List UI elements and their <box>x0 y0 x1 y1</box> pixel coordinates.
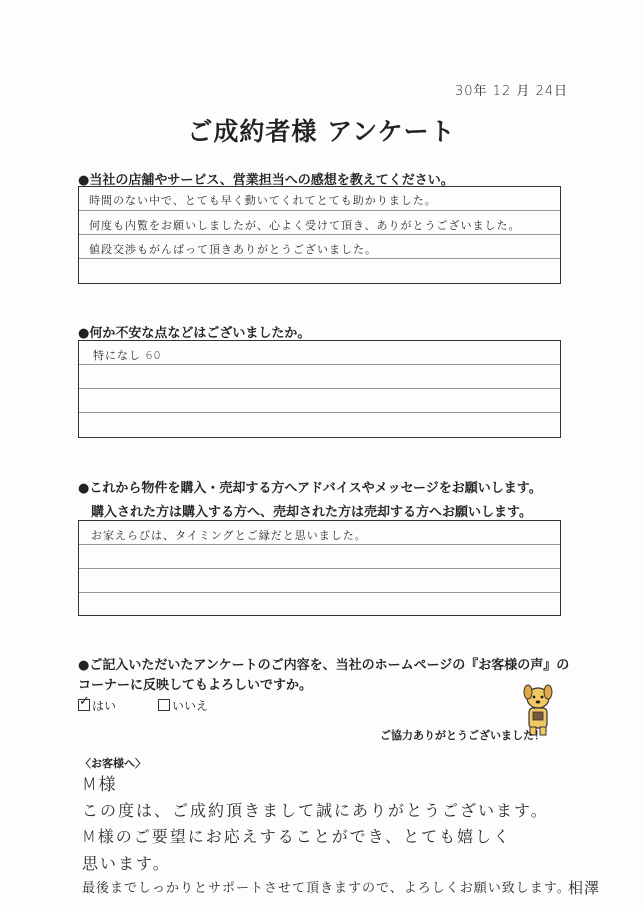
option-yes[interactable] <box>78 697 116 714</box>
option-no[interactable] <box>158 697 208 714</box>
answer-1-line-3: 値段交渉もがんばって頂きありがとうございました。 <box>89 243 377 256</box>
customer-line-2: この度は、ご成約頂きまして誠にありがとうございます。 <box>82 801 549 820</box>
question-1: ●当社の店舗やサービス、営業担当への感想を教えてください。 <box>78 173 454 188</box>
question-4-line-2: コーナーに反映してもよろしいですか。 <box>78 678 313 693</box>
answer-box-3 <box>78 520 561 616</box>
survey-date: 30年 12 月 24日 <box>455 84 569 99</box>
question-4-line-1: ●ご記入いただいたアンケートのご内容を、当社のホームページの『お客様の声』の <box>78 658 570 673</box>
answer-1-line-2: 何度も内覧をお願いしましたが、心よく受けて頂き、ありがとうございました。 <box>89 219 521 232</box>
option-yes-label: はい <box>92 699 117 713</box>
answer-1-line-1: 時間のない中で、とても早く動いてくれてとても助かりました。 <box>89 194 437 207</box>
checkbox-no[interactable] <box>158 699 170 711</box>
option-no-label: いいえ <box>172 699 209 713</box>
customer-line-1: M様 <box>82 775 118 795</box>
answer-box-2 <box>78 340 561 438</box>
answer-3-line-1: お家えらびは、タイミングとご縁だと思いました。 <box>91 529 367 542</box>
customer-line-3: M様のご要望にお応えすることができ、とても嬉しく <box>82 827 512 846</box>
customer-line-4: 思います。 <box>82 854 171 873</box>
question-2: ●何か不安な点などはございましたか。 <box>78 326 311 341</box>
page-title: ご成約者様 アンケート <box>187 117 456 146</box>
answer-box-1 <box>78 186 561 284</box>
question-3-sub: 購入された方は購入する方へ、売却された方は売却する方へお願いします。 <box>91 505 532 520</box>
checkbox-yes-checked[interactable] <box>78 699 90 711</box>
thanks-message: ご協力ありがとうございました！ <box>380 729 545 742</box>
customer-heading: 〈お客様へ〉 <box>80 757 146 770</box>
answer-2-line-1: 特になし 60 <box>93 349 162 362</box>
signature: 相澤 <box>568 879 601 897</box>
question-3: ●これから物件を購入・売却する方へアドバイスやメッセージをお願いします。 <box>78 481 542 496</box>
customer-line-5: 最後までしっかりとサポートさせて頂きますので、よろしくお願い致します。 <box>82 881 571 896</box>
